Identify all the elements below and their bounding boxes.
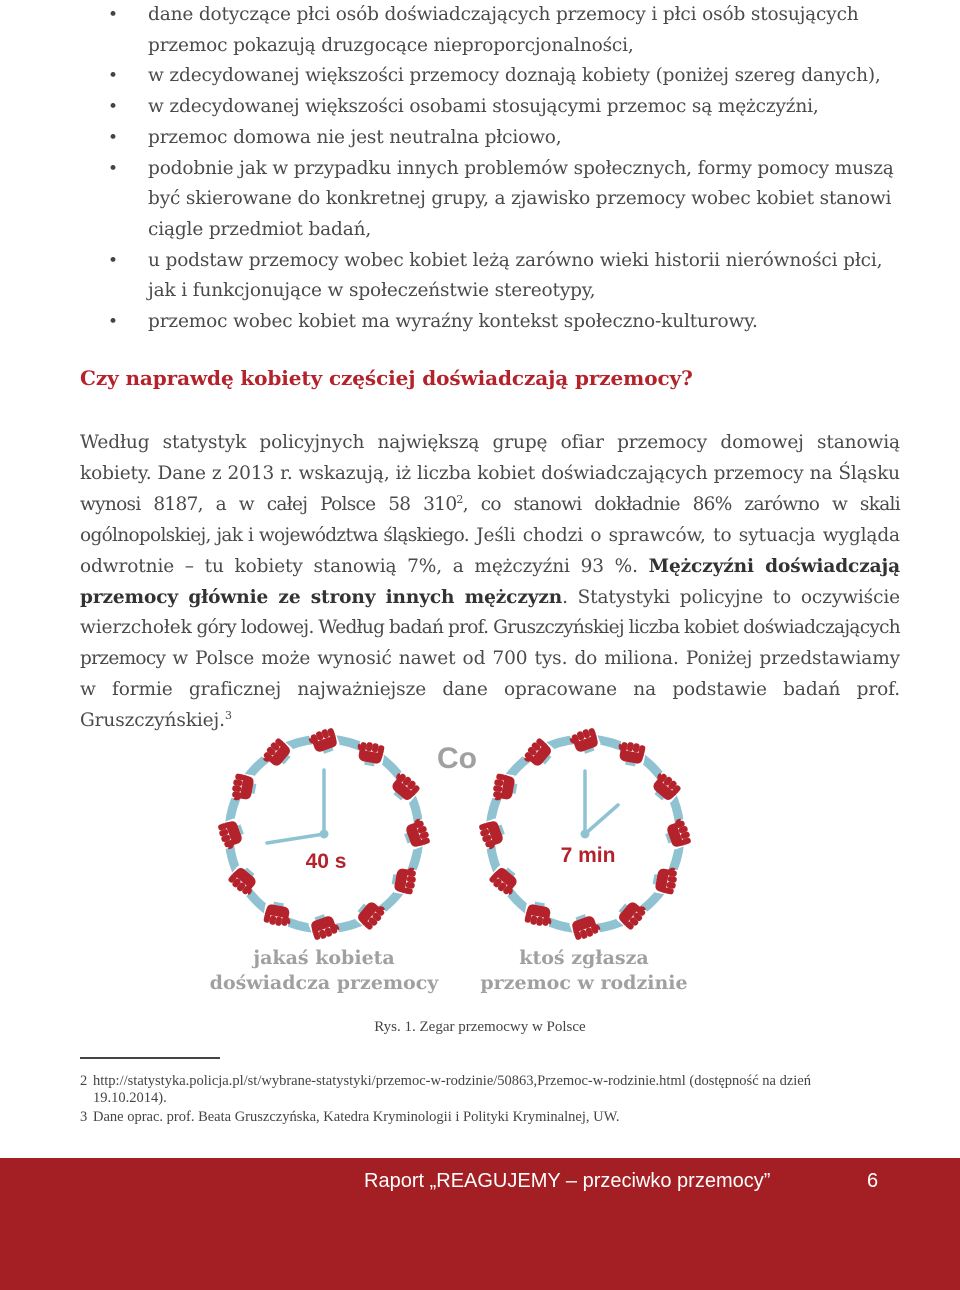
clock-hour-hand: [585, 805, 618, 834]
body-paragraph: [80, 428, 900, 737]
footnotes: [80, 1073, 880, 1128]
fist-icon: [662, 816, 696, 851]
fist-icon: [306, 728, 341, 757]
footnote-divider: [80, 1057, 220, 1059]
report-title: Raport „REAGUJEMY – przeciwko przemocy”: [364, 1170, 771, 1192]
bold-statement: Mężczyźni doświadczają przemocy głównie ze strony innych mężczyzn: [80, 555, 900, 608]
violence-clock-figure: [0, 728, 960, 1018]
figure-caption: Rys. 1. Zegar przemocwy w Polsce: [374, 1019, 586, 1035]
fist-icon: [568, 911, 603, 945]
footnote-number: 3: [80, 1109, 88, 1125]
page-footer: [0, 1158, 960, 1290]
bullet-item: • w zdecydowanej większości przemocy doznają kobiety (poniżej szereg danych),: [108, 61, 908, 92]
paragraph-text: . Statystyki policyjne to oczywiście wierzchołek: [80, 586, 900, 639]
footnote-item: [80, 1073, 880, 1107]
bullet-item: • przemoc domowa nie jest neutralna płciowo,: [108, 123, 908, 154]
clock-time: 7 min: [560, 844, 616, 867]
clock-label-line2: przemoc w rodzinie: [480, 972, 688, 994]
clock-label-line1: ktoś zgłasza: [519, 947, 649, 969]
bullet-item: • w zdecydowanej większości osobami stosującymi przemoc są mężczyźni,: [108, 92, 908, 123]
fist-icon: [307, 911, 342, 945]
bullet-item: • przemoc wobec kobiet ma wyraźny kontekst społeczno-kulturowy.: [108, 307, 908, 338]
bullet-item: • dane dotyczące płci osób doświadczających przemocy i płci osób stosujących przemoc pokazują druzgocące nieproporcjonalności,: [108, 0, 908, 61]
clock-center: [320, 830, 329, 839]
bullet-item: • podobnie jak w przypadku innych problemów społecznych, formy pomocy muszą być skierowane do konkretnej grupy, a zjawisko przemocy wobec kobiet stanowi ciągle przedmiot badań,: [108, 154, 908, 246]
footnote-text: Dane oprac. prof. Beata Gruszczyńska, Katedra Kryminologii i Polityki Kryminalnej, UW.: [93, 1109, 620, 1125]
paragraph-text: Według statystyk policyjnych największą grupę ofiar przemocy domowej stanowią kobiety. Dane z 2013 r. wskazują, iż liczba kobiet doświadczających przemocy na Śląsku: [80, 432, 900, 484]
clock-right: [474, 728, 695, 994]
fist-icon: [474, 817, 508, 852]
paragraph-text: góry lodowej. Według badań prof. Gruszczyńskiej liczba kobiet doświadczających przemocy: [80, 617, 900, 670]
bullet-item: • u podstaw przemocy wobec kobiet leżą zarówno wieki historii nierówności płci, jak i funkcjonujące w społeczeństwie stereotypy,: [108, 246, 908, 307]
footnote-ref-3[interactable]: 3: [224, 709, 232, 722]
paragraph-text: w Polsce może wynosić nawet od 700 tys. do miliona. Poniżej przedstawiamy w formie graficznej najważniejsze dane opracowane na podstawie badań prof. Gruszczyńskiej.: [80, 648, 900, 732]
bullet-list: [108, 0, 908, 338]
fist-icon: [401, 816, 435, 851]
paragraph-text: Jeśli chodzi o sprawców, to sytuacja wygląda odwrotnie – tu kobiety stanowią 7%, a mężczyźni 93 %.: [80, 524, 900, 577]
paragraph-text-stats: wynosi 8187, a w całej Polsce 58 $310^2$, co stanowi dokładnie 86% zarówno w skali ogólnopolskiej, jak i województwa śląskiego.: [80, 492, 900, 546]
co-label: Co: [437, 742, 477, 775]
clock-hour-hand: [267, 834, 324, 843]
footnote-text[interactable]: http://statystyka.policja.pl/st/wybrane-statystyki/przemoc-w-rodzinie/50863,Przemoc-w-rodzinie.html (dostępność na dzień 19.10.2014).: [93, 1073, 811, 1106]
footnote-item: [80, 1109, 880, 1126]
page-number: 6: [867, 1170, 879, 1192]
clock-label-line2: doświadcza przemocy: [209, 972, 439, 994]
footnote-number: 2: [80, 1073, 88, 1089]
clock-center: [581, 830, 590, 839]
footnote-ref-2[interactable]: 2: [456, 492, 463, 506]
fist-icon: [213, 817, 247, 852]
clock-left: [210, 728, 440, 994]
clock-label-line1: jakaś kobieta: [253, 947, 395, 969]
clock-time: 40 s: [305, 850, 347, 873]
fist-icon: [567, 728, 602, 757]
section-heading: Czy naprawdę kobiety częściej doświadczają przemocy?: [80, 366, 693, 390]
